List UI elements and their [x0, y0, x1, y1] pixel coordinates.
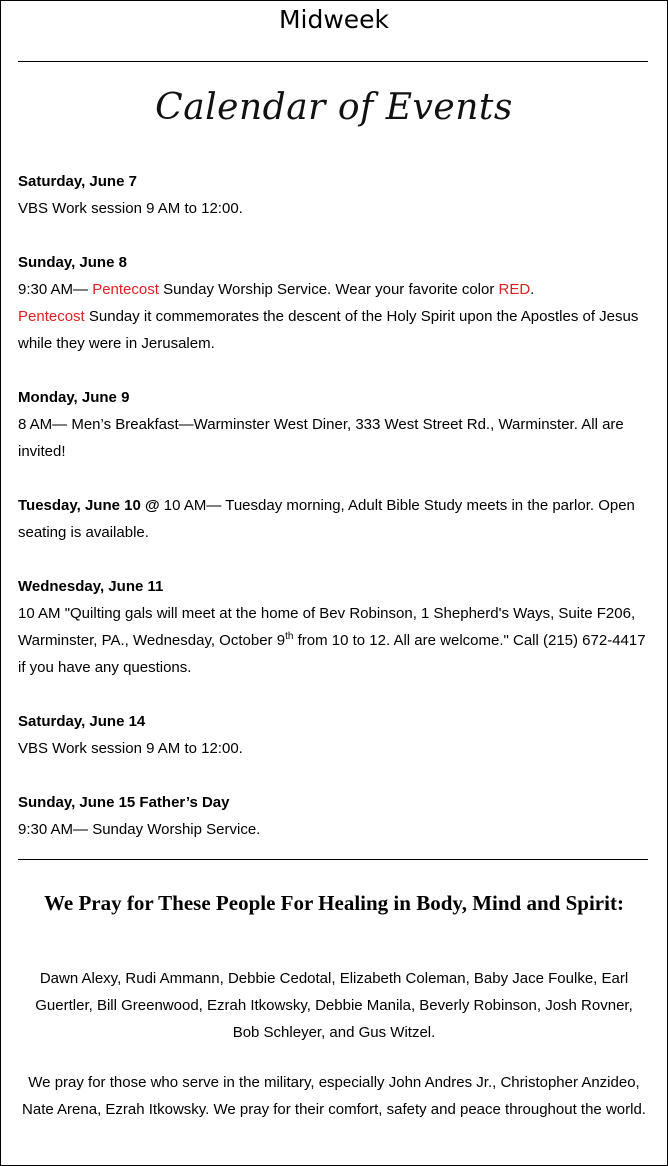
event-detail: VBS Work session 9 AM to 12:00. — [18, 740, 243, 757]
event-heading: Saturday, June 7 — [18, 173, 137, 190]
event-time: 9:30 AM— — [18, 281, 93, 298]
event-sat-june-7 — [18, 168, 650, 222]
calendar-title: Calendar of Events — [155, 87, 513, 128]
event-detail: VBS Work session 9 AM to 12:00. — [18, 200, 243, 217]
event-heading: Monday, June 9 — [18, 389, 130, 406]
event-detail — [18, 492, 650, 546]
top-divider — [18, 61, 648, 62]
event-sun-june-15 — [18, 789, 650, 843]
prayer-names: Dawn Alexy, Rudi Ammann, Debbie Cedotal, Elizabeth Coleman, Baby Jace Foulke, Earl Guertler, Bill Greenwood, Ezrah Itkowsky, Debbie Manila, Beverly Robinson, Josh Rovner, Bob Schleyer, and Gus Witzel. — [35, 970, 633, 1041]
event-text: Sunday Worship Service. Wear your favorite color — [158, 281, 499, 298]
event-heading: Saturday, June 14 — [18, 713, 146, 730]
event-text: 10 AM— Tuesday morning, Adult Bible Study meets in the parlor. Open seating is available. — [18, 497, 635, 541]
event-text: Sunday it commemorates the descent of the Holy Spirit upon the Apostles of Jesus while they were in Jerusalem. — [18, 308, 639, 352]
masthead-title: Midweek — [278, 5, 390, 34]
pentecost-word: Pentecost — [92, 281, 159, 298]
prayer-heading: We Pray for These People For Healing in Body, Mind and Spirit: — [44, 891, 624, 915]
event-text: . — [530, 281, 535, 298]
event-sun-june-8 — [18, 249, 650, 357]
event-detail — [18, 276, 650, 357]
event-heading: Sunday, June 8 — [18, 254, 127, 271]
event-tue-june-10 — [18, 492, 650, 546]
pentecost-word: Pentecost — [18, 308, 85, 325]
event-detail: 8 AM— Men’s Breakfast—Warminster West Diner, 333 West Street Rd., Warminster. All are invited! — [18, 416, 624, 460]
military-prayer: We pray for those who serve in the military, especially John Andres Jr., Christopher Anzideo, Nate Arena, Ezrah Itkowsky. We pray for their comfort, safety and peace throughout the world. — [22, 1074, 646, 1118]
event-sat-june-14 — [18, 708, 650, 762]
event-heading: Wednesday, June 11 — [18, 578, 164, 595]
event-detail: 9:30 AM— Sunday Worship Service. — [18, 821, 261, 838]
event-text: 10 AM "Quilting gals will meet at the home of Bev Robinson, 1 Shepherd's Ways, Suite F206, Warminster, PA., Wednesday, October 9 — [18, 605, 636, 649]
bottom-divider — [18, 859, 648, 860]
event-detail — [18, 600, 650, 681]
event-heading: Tuesday, June 10 @ — [18, 497, 160, 514]
event-wed-june-11 — [18, 573, 650, 681]
ordinal-suffix: th — [285, 631, 294, 642]
events-list — [18, 168, 650, 843]
event-text: from 10 to 12. All are welcome." Call (215) 672-4417 if you have any questions. — [18, 632, 646, 676]
event-heading: Sunday, June 15 Father’s Day — [18, 794, 230, 811]
event-mon-june-9 — [18, 384, 650, 465]
red-word: RED — [498, 281, 531, 298]
